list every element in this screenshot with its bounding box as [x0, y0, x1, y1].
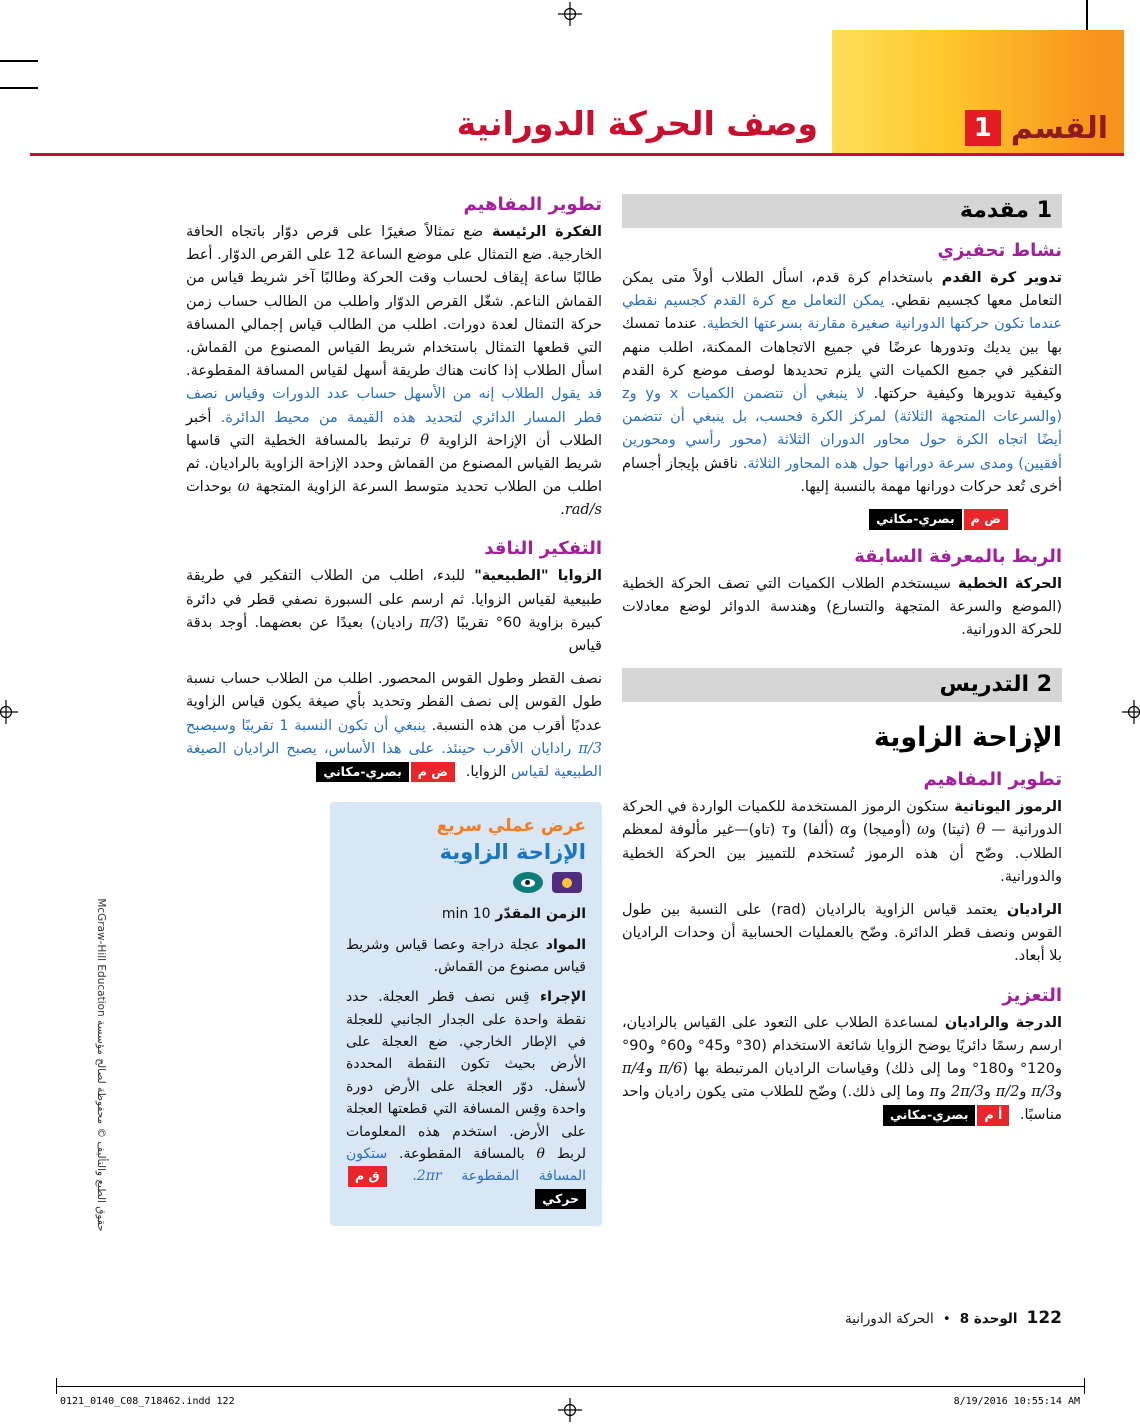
heading-develop-concepts: تطوير المفاهيم — [923, 769, 1062, 791]
code-badge: أ م — [977, 1105, 1009, 1126]
paragraph-arc-ratio — [186, 668, 602, 784]
section-label: القسم — [1010, 110, 1108, 146]
visual-icon — [513, 872, 543, 893]
paragraph-greek-symbols: الرموز اليونانية ستكون الرموز المستخدمة للكميات الواردة في الحركة الدورانية — θ (ثيتا) وω (أوميجا) وα (ألفا) وτ (تاو)—غير مألوفة لمعظم الطلاب. وضّح أن هذه الرموز تُستخدم للتمييز بين الحركة الخطية والدورانية. — [622, 799, 1062, 885]
demo-title: الإزاحة الزاوية — [439, 840, 586, 865]
tag-badge-row — [622, 509, 1014, 530]
category-badge: حركي — [535, 1189, 586, 1210]
paragraph-degree-radian-text: الدرجة والراديان لمساعدة الطلاب على التعود على القياس بالراديان، ارسم رسمًا دائريًا يوضح الزوايا شائعة الاستخدام (30° و45° و60° و90° و120° و180° وما إلى ذلك) وقياسات الراديان المرتبطة بها (π/6 وπ/4 وπ/3 وπ/2 و2π/3 وπ وما إلى ذلك.) وضّح للطلاب متى يكون راديان واحد مناسبًا. — [622, 1014, 1062, 1124]
section-header-banner — [832, 30, 1124, 154]
category-badge: بصري-مكاني — [883, 1105, 975, 1126]
category-badge: بصري-مكاني — [869, 509, 961, 530]
heading-critical-thinking: التفكير الناقد — [484, 538, 602, 560]
section-bar-teach: 2 التدريس — [622, 668, 1062, 702]
page-title: وصف الحركة الدورانية — [456, 104, 818, 143]
footer-unit: الوحدة 8 — [959, 1311, 1018, 1327]
section-number-badge: 1 — [965, 110, 1001, 146]
demo-estimated-time: الزمن المقدّر 10 min — [441, 906, 586, 923]
paragraph-natural-angles: الزوايا "الطبيعية" للبدء، اطلب من الطلاب التفكير في طريقة طبيعية لقياس الزوايا. ثم ارسم على السبورة نصفي قطر في دائرة كبيرة بزاوية 60° تقريبًا (π/3 راديان) بعيدًا عن بعضهما. أوجد بدقة قياس — [186, 568, 603, 654]
paragraph-radian: الراديان يعتمد قياس الزاوية بالراديان (rad) على النسبة بين طول القوس ونصف قطر الدائرة. وضّح بالعمليات الحسابية أن وحدات الراديان بلا أبعاد. — [622, 902, 1062, 965]
code-badge: ض م — [411, 762, 455, 783]
page-number: 122 — [1026, 1308, 1062, 1328]
page-footer — [845, 1308, 1062, 1328]
paragraph-motivate: تدوير كرة القدم باستخدام كرة قدم، اسأل الطلاب أولاً متى يمكن التعامل معها كجسيم نقطي. يمكن التعامل مع كرة القدم كجسيم نقطي عندما تكون حركتها الدورانية صغيرة مقارنة بسرعتها الخطية. عندما تمسك بها بين يديك وتدورها عرضًا في جميع الاتجاهات الممكنة، اطلب منهم التفكير في جميع الكميات التي يلزم تحديدها لوصف موضع كرة القدم وكيفية تدويرها وكيفية حركتها. لا ينبغي أن تتضمن الكميات x وy وz (والسرعات المتجهة الثلاثة) لمركز الكرة فحسب، بل ينبغي أن تتضمن أيضًا اتجاه الكرة حول محاور الدوران الثلاثة (محور رأسي ومحورين أفقيين) ومدى سرعة دورانها حول هذه المحاور الثلاثة. ناقش بإيجاز أجسام أخرى تُعد حركات دورانها مهمة بالنسبة إليها. — [622, 270, 1063, 495]
registration-mark-left — [0, 700, 18, 724]
demo-materials: المواد عجلة دراجة وعصا قياس وشريط قياس مصنوع من القماش. — [346, 936, 586, 975]
demo-icons-row — [346, 872, 586, 893]
print-rule — [56, 1386, 1084, 1387]
heading-angular-displacement: الإزاحة الزاوية — [873, 722, 1062, 754]
section-tag — [965, 110, 1108, 146]
hands-on-icon — [552, 872, 582, 893]
crop-mark — [1084, 1378, 1085, 1394]
footer-separator: • — [942, 1311, 951, 1327]
demo-procedure-text: الإجراء قِس نصف قطر العجلة. حدد نقطة واحدة على الجدار الجانبي للعجلة في الإطار الخارجي. ضع العجلة على الأرض بحيث تكون النقطة المحددة لأسفل. دوّر العجلة على الأرض دورة واحدة وقِس المسافة التي قطعتها العجلة على الأرض. استخدم هذه المعلومات لربط θ بالمسافة المقطوعة. ستكون المسافة المقطوعة 2πr. — [346, 989, 586, 1185]
paragraph-degree-radian — [622, 1012, 1062, 1128]
code-badge: ض م — [964, 509, 1008, 530]
registration-mark-bottom — [558, 1398, 582, 1422]
registration-mark-right — [1122, 700, 1140, 724]
registration-mark-top — [558, 2, 582, 26]
code-badge: ق م — [348, 1166, 387, 1187]
heading-reinforce: التعزيز — [1002, 984, 1062, 1006]
title-rule — [30, 153, 1124, 156]
demo-procedure — [346, 986, 586, 1210]
print-date-info: 8/19/2016 10:55:14 AM — [953, 1396, 1080, 1407]
quick-demo-box — [330, 802, 602, 1226]
heading-motivate: نشاط تحفيزي — [937, 240, 1062, 261]
crop-mark — [56, 1378, 57, 1394]
heading-prior-knowledge: الربط بالمعرفة السابقة — [854, 545, 1062, 567]
paragraph-prior-knowledge: الحركة الخطية سيستخدم الطلاب الكميات التي تصف الحركة الخطية (الموضع والسرعة المتجهة والتسارع) وهندسة الدوائر لوضع معادلات للحركة الدورانية. — [622, 575, 1062, 639]
copyright-sidebar: حقوق الطبع والتأليف © محفوظة لصالح مؤسسة McGraw-Hill Education — [95, 898, 107, 1232]
footer-chapter: الحركة الدورانية — [844, 1311, 934, 1327]
crop-mark — [0, 60, 38, 62]
category-badge: بصري-مكاني — [316, 762, 408, 783]
left-column — [186, 194, 602, 1226]
demo-kicker: عرض عملي سريع — [436, 816, 586, 837]
heading-develop-concepts: تطوير المفاهيم — [463, 194, 602, 215]
paragraph-arc-ratio-text: نصف القطر وطول القوس المحصور. اطلب من الطلاب حساب نسبة طول القوس إلى نصف القطر وتحديد بأي صيغة يكون قياس الزاوية عدديًا أقرب من هذه النسبة. ينبغي أن تكون النسبة 1 تقريبًا وسيصبح π/3 رادايان الأقرب حينئذ. على هذا الأساس، يصبح الراديان الصيغة الطبيعية لقياس الزوايا. — [186, 671, 602, 780]
crop-mark — [0, 87, 38, 89]
right-column — [622, 194, 1062, 1138]
paragraph-main-idea: الفكرة الرئيسة ضع تمثالاً صغيرًا على قرص دوّار باتجاه الحافة الخارجية. ضع التمثال على موضع الساعة 12 على القرص الدوّار. أعط طالبًا ساعة إيقاف لحساب وقت الحركة وطالبًا آخر شريط قياس من القماش الناعم. شغّل القرص الدوّار واطلب من الطالب حساب زمن حركة التمثال لعدة دورات. اطلب من الطالب قياس إجمالي المسافة التي قطعها التمثال باستخدام شريط القياس المصنوع من القماش. اسأل الطلاب إذا كانت هناك طريقة أسهل لقياس المسافة المقطوعة. قد يقول الطلاب إنه من الأسهل حساب عدد الدورات وقياس نصف قطر المسار الدائري لتحديد هذه القيمة من محيط الدائرة. أخبر الطلاب أن الإزاحة الزاوية θ ترتبط بالمسافة الخطية التي قاسها شريط القياس المصنوع من القماش وحدد الإزاحة الزاوية بالراديان. ثم اطلب من الطلاب تحديد متوسط السرعة الزاوية المتجهة ω بوحدات rad/s. — [186, 224, 603, 519]
print-file-info: 0121_0140_C08_718462.indd 122 — [60, 1396, 235, 1407]
section-bar-introduction: 1 مقدمة — [622, 194, 1062, 228]
